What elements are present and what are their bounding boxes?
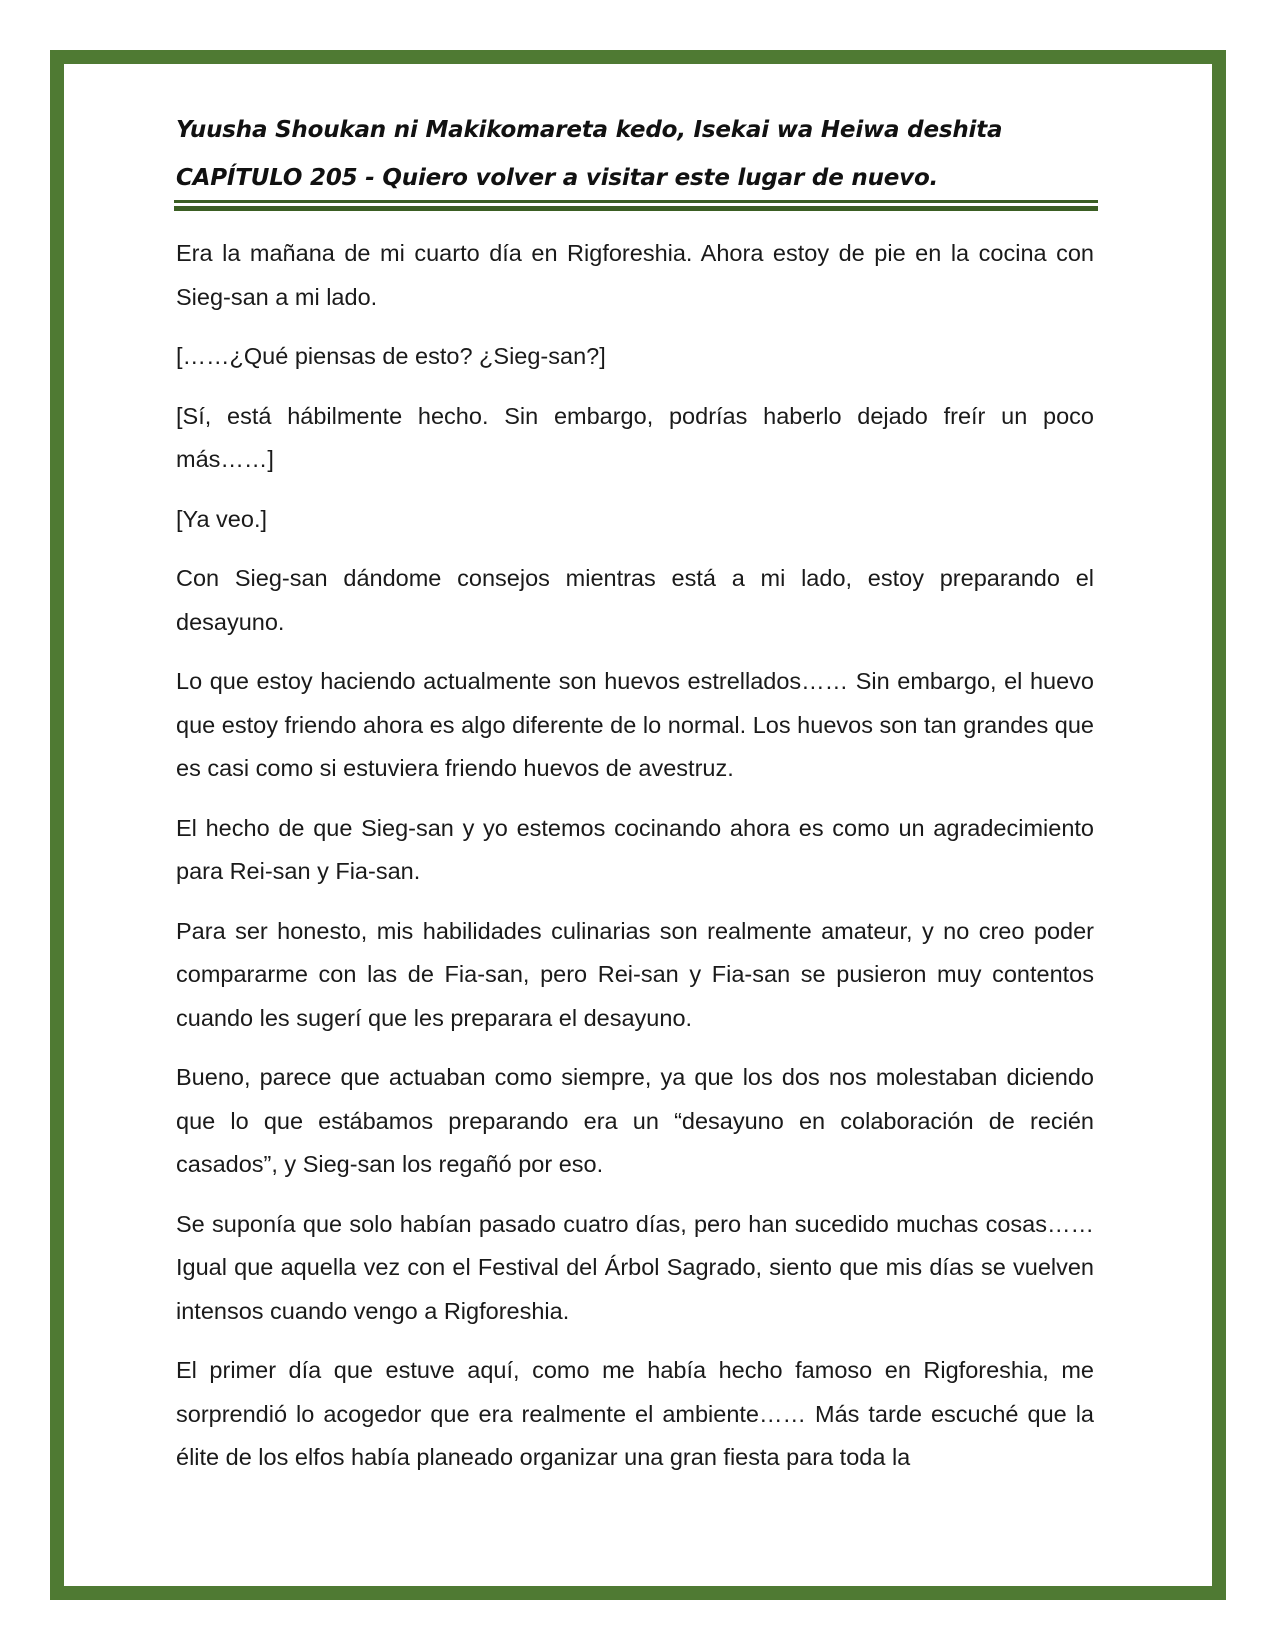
paragraph-9: Bueno, parece que actuaban como siempre, ya que los dos nos molestaban diciendo que lo que estábamos preparando era un “desayuno en colaboración de recién casados”, y Sieg-san los regañó por eso. xyxy=(176,1064,1094,1177)
chapter-body xyxy=(176,232,1094,1496)
paragraph-8: Para ser honesto, mis habilidades culinarias son realmente amateur, y no creo poder compararme con las de Fia-san, pero Rei-san y Fia-san se pusieron muy contentos cuando les sugerí que les preparara el desayuno. xyxy=(176,917,1094,1031)
paragraph-6: Lo que estoy haciendo actualmente son huevos estrellados…… Sin embargo, el huevo que estoy friendo ahora es algo diferente de lo normal. Los huevos son tan grandes que es casi como si estuviera friendo huevos de avestruz. xyxy=(176,668,1094,781)
title-divider-top xyxy=(174,200,1098,203)
paragraph-7: El hecho de que Sieg-san y yo estemos cocinando ahora es como un agradecimiento para Rei-san y Fia-san. xyxy=(176,814,1094,884)
paragraph-4: [Ya veo.] xyxy=(176,505,268,532)
chapter-title: CAPÍTULO 205 - Quiero volver a visitar este lugar de nuevo. xyxy=(176,165,939,191)
paragraph-3: [Sí, está hábilmente hecho. Sin embargo, podrías haberlo dejado freír un poco más……] xyxy=(176,402,1094,472)
paragraph-2: [……¿Qué piensas de esto? ¿Sieg-san?] xyxy=(176,343,606,369)
paragraph-10: Se suponía que solo habían pasado cuatro días, pero han sucedido muchas cosas…… Igual que aquella vez con el Festival del Árbol Sagrado, siento que mis días se vuelven intensos cuando vengo a Rigforeshia. xyxy=(176,1210,1094,1324)
series-title: Yuusha Shoukan ni Makikomareta kedo, Isekai wa Heiwa deshita xyxy=(176,117,1003,143)
paragraph-5: Con Sieg-san dándome consejos mientras está a mi lado, estoy preparando el desayuno. xyxy=(176,565,1094,635)
paragraph-1: Era la mañana de mi cuarto día en Rigforeshia. Ahora estoy de pie en la cocina con Sieg-san a mi lado. xyxy=(176,240,1094,310)
title-divider-bottom xyxy=(174,206,1098,211)
paragraph-11: El primer día que estuve aquí, como me había hecho famoso en Rigforeshia, me sorprendió lo acogedor que era realmente el ambiente…… Más tarde escuché que la élite de los elfos había planeado organizar una gran fiesta para toda la xyxy=(176,1357,1094,1470)
